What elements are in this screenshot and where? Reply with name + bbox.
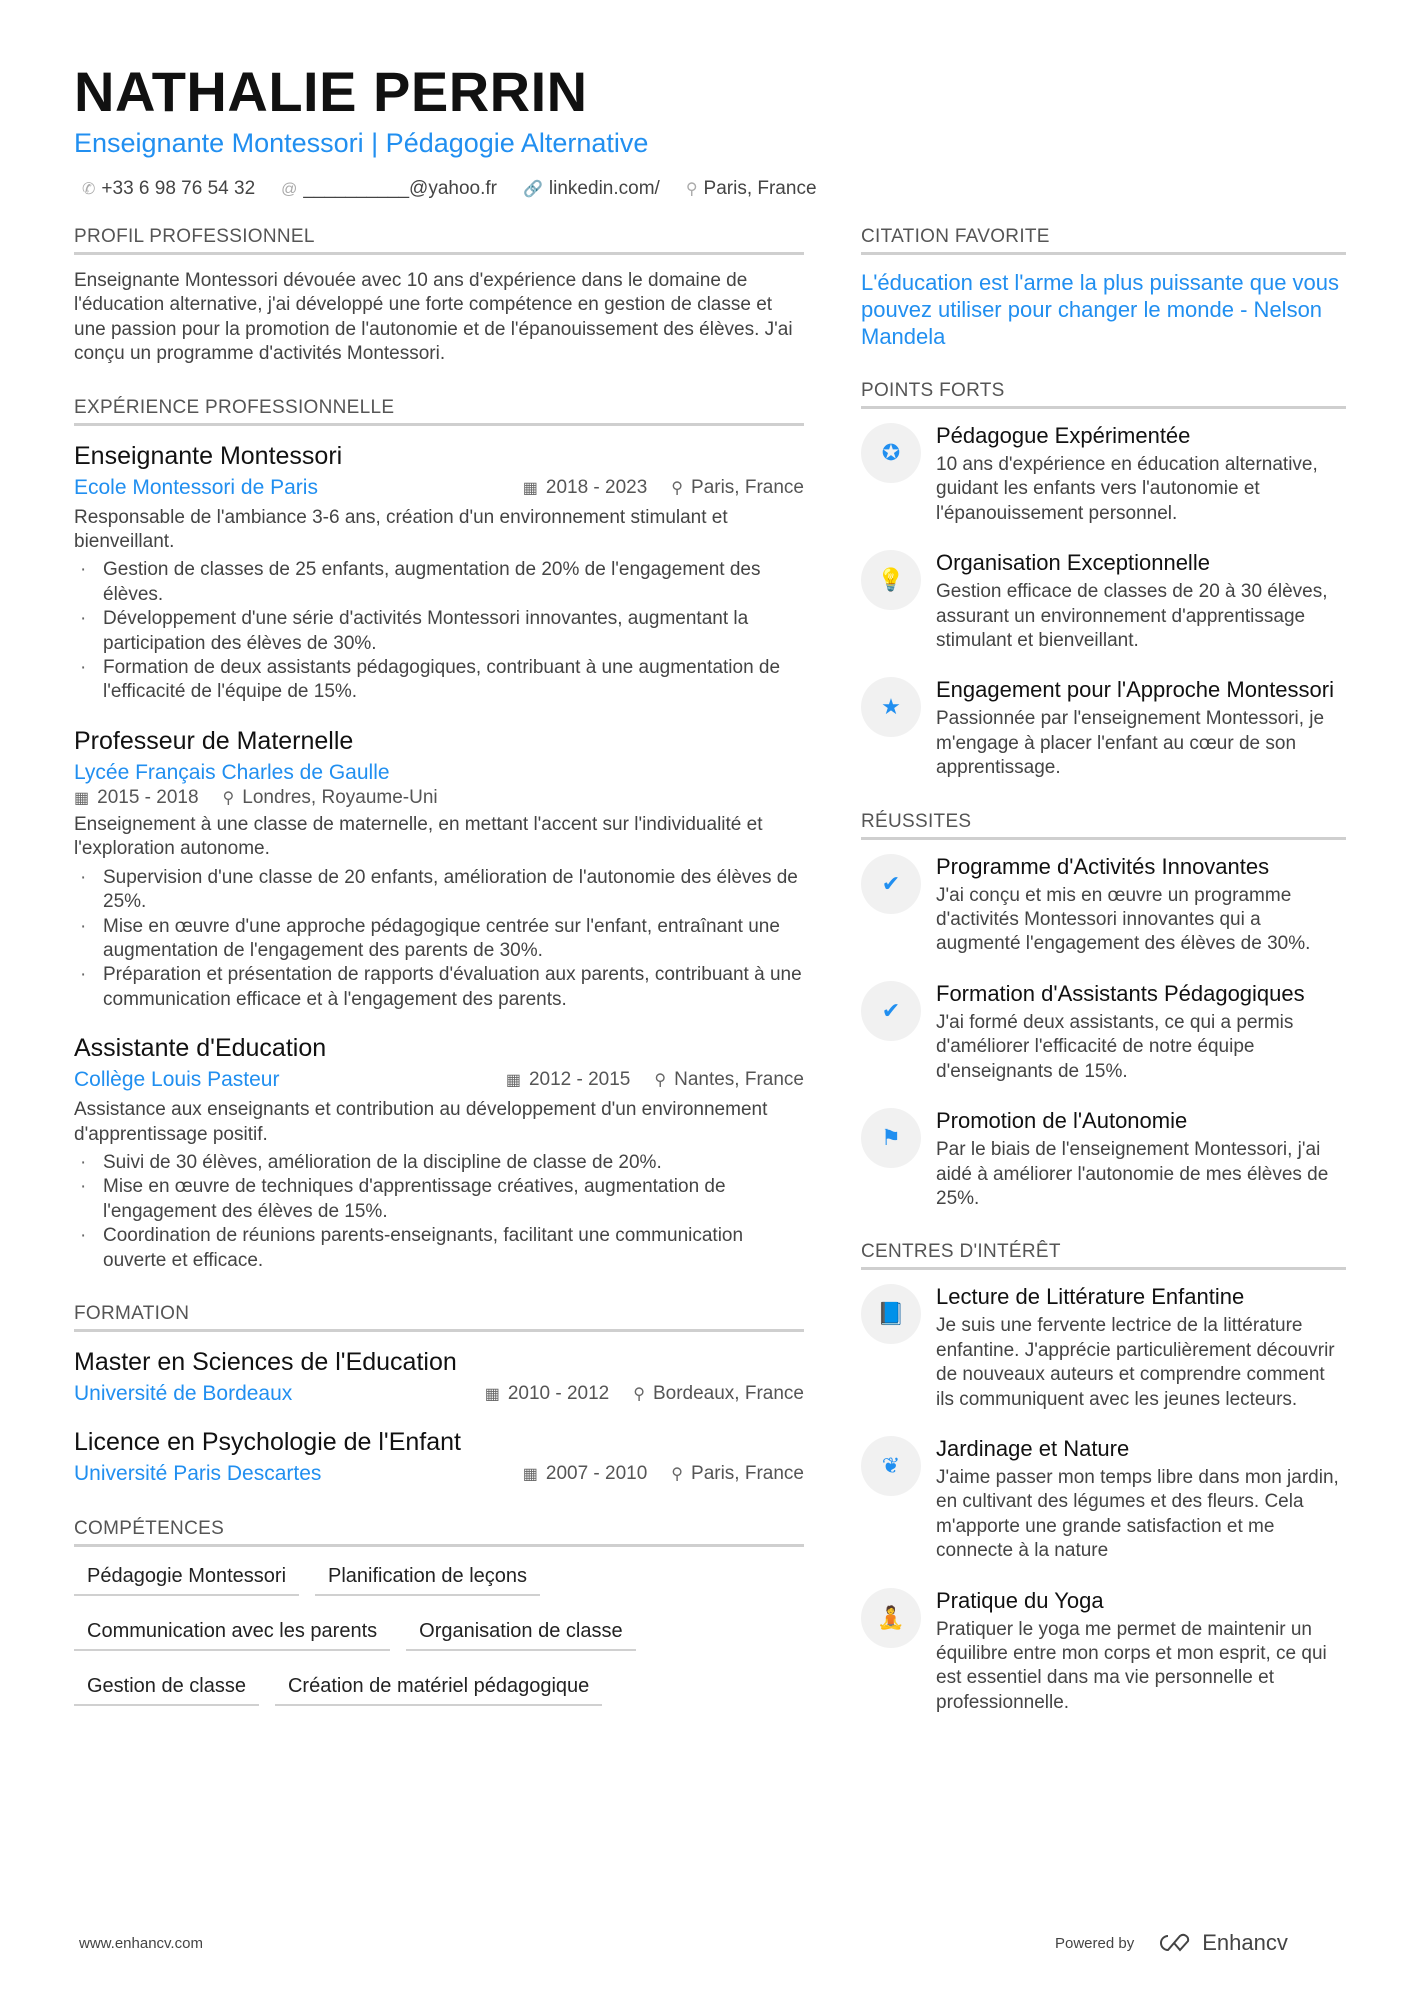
- contact-text: linkedin.com/: [548, 178, 660, 199]
- section-heading: EXPÉRIENCE PROFESSIONNELLE: [74, 397, 804, 426]
- dates-text: 2007 - 2010: [545, 1462, 648, 1484]
- education-entry: [74, 1426, 804, 1488]
- job-entry: [74, 440, 804, 705]
- bullet-item: · Formation de deux assistants pédagogiques, contribuant à une augmentation de l'efficacité de l'équipe de 15%.: [74, 656, 804, 705]
- contact-item[interactable]: [281, 178, 497, 200]
- item-title: Promotion de l'Autonomie: [936, 1108, 1188, 1134]
- school-name[interactable]: Université de Bordeaux: [74, 1381, 293, 1405]
- location-icon: ⚲: [654, 1072, 667, 1090]
- company-name[interactable]: Collège Louis Pasteur: [74, 1068, 280, 1092]
- job-row: [74, 759, 804, 809]
- dates-text: 2018 - 2023: [545, 476, 648, 498]
- candidate-title: Enseignante Montessori | Pédagogie Alternative: [74, 128, 649, 158]
- bullet-item: · Préparation et présentation de rapports d'évaluation aux parents, contribuant à une communication efficace et à l'engagement des parents.: [74, 963, 804, 1012]
- bullet-item: · Coordination de réunions parents-enseignants, facilitant une communication ouverte et efficace.: [74, 1224, 804, 1273]
- location-icon: ⚲: [222, 789, 235, 807]
- flag-icon: ⚑: [861, 1108, 921, 1168]
- skill-tag: Communication avec les parents: [74, 1616, 390, 1651]
- item-body: [936, 677, 1346, 780]
- item-text: J'ai formé deux assistants, ce qui a permis d'améliorer l'efficacité de notre équipe d'enseignants de 15%.: [936, 1011, 1294, 1082]
- yoga-icon: 🧘: [861, 1588, 921, 1648]
- bullet-item: · Développement d'une série d'activités Montessori innovantes, augmentant la participation des élèves de 30%.: [74, 607, 804, 656]
- item-title: Jardinage et Nature: [936, 1435, 1130, 1461]
- interest-item: [861, 1436, 1346, 1564]
- left-column: [74, 226, 804, 1736]
- contact-text: +33 6 98 76 54 32: [101, 178, 256, 199]
- star-icon: ★: [861, 677, 921, 737]
- bullet-list: [74, 1151, 804, 1273]
- calendar-icon: ▦: [505, 1072, 521, 1090]
- education-section: [74, 1303, 804, 1488]
- calendar-icon: ▦: [522, 479, 538, 497]
- interest-item: [861, 1588, 1346, 1716]
- bullet-item: · Suivi de 30 élèves, amélioration de la discipline de classe de 20%.: [74, 1151, 804, 1175]
- skill-tag: Création de matériel pédagogique: [275, 1671, 602, 1706]
- location-text: Londres, Royaume-Uni: [242, 786, 438, 808]
- section-heading: CENTRES D'INTÉRÊT: [861, 1241, 1346, 1270]
- footer-website[interactable]: www.enhancv.com: [79, 1935, 203, 1952]
- item-text: J'aime passer mon temps libre dans mon jardin, en cultivant des légumes et des fleurs. Cela m'apporte une grande satisfaction et me connecte à la nature: [936, 1466, 1339, 1562]
- location: [671, 1463, 804, 1485]
- job-description: Responsable de l'ambiance 3-6 ans, création d'un environnement stimulant et bienveillant.: [74, 506, 728, 553]
- item-body: [936, 423, 1346, 526]
- calendar-icon: ▦: [74, 789, 90, 807]
- bullet-item: · Gestion de classes de 25 enfants, augmentation de 20% de l'engagement des élèves.: [74, 558, 804, 607]
- company-name[interactable]: Ecole Montessori de Paris: [74, 475, 318, 499]
- enhancv-logo[interactable]: [1156, 1930, 1288, 1956]
- contact-text: Paris, France: [703, 178, 817, 199]
- item-body: [936, 1108, 1346, 1211]
- achievement-item: [861, 1108, 1346, 1211]
- bullet-item: · Supervision d'une classe de 20 enfants, amélioration de l'autonomie des élèves de 25%.: [74, 866, 804, 915]
- skill-tag: Organisation de classe: [406, 1616, 635, 1651]
- item-text: Gestion efficace de classes de 20 à 30 élèves, assurant un environnement d'apprentissage stimulant et bienveillant.: [936, 581, 1328, 652]
- strength-item: [861, 677, 1346, 780]
- dates-text: 2015 - 2018: [97, 786, 199, 808]
- contact-item[interactable]: [523, 178, 660, 200]
- achievement-item: [861, 981, 1346, 1084]
- bullet-item: · Mise en œuvre de techniques d'apprentissage créatives, augmentation de l'engagement des élèves de 15%.: [74, 1175, 804, 1224]
- item-title: Pratique du Yoga: [936, 1587, 1104, 1613]
- section-heading: COMPÉTENCES: [74, 1518, 804, 1547]
- dates: [74, 787, 199, 809]
- location-icon: ⚲: [671, 1465, 684, 1483]
- location-text: Nantes, France: [674, 1069, 804, 1091]
- item-text: Passionnée par l'enseignement Montessori, je m'engage à placer l'enfant au cœur de son apprentissage.: [936, 708, 1325, 779]
- item-text: Je suis une fervente lectrice de la littérature enfantine. J'apprécie particulièrement découvrir de nouveaux auteurs et comprendre comment ils communiquent avec les jeunes lecteurs.: [936, 1315, 1335, 1410]
- candidate-name: NATHALIE PERRIN: [74, 60, 588, 123]
- check-icon: ✔: [861, 981, 921, 1041]
- location-icon: ⚲: [633, 1385, 645, 1403]
- item-text: Pratiquer le yoga me permet de maintenir un équilibre entre mon corps et mon esprit, ce qui est essentiel dans ma vie personnelle et professionnelle.: [936, 1618, 1327, 1713]
- check-icon: ✔: [861, 854, 921, 914]
- degree-title: Master en Sciences de l'Education: [74, 1347, 457, 1376]
- experience-section: [74, 397, 804, 1273]
- job-meta: [523, 1463, 804, 1485]
- location: [223, 787, 438, 809]
- book-icon: 📘: [861, 1284, 921, 1344]
- contact-list: [74, 178, 817, 200]
- job-entry: [74, 725, 804, 1012]
- section-heading: POINTS FORTS: [861, 380, 1346, 409]
- dates: [506, 1069, 631, 1091]
- link-icon: 🔗: [523, 181, 543, 198]
- interest-item: [861, 1284, 1346, 1412]
- profile-text: Enseignante Montessori dévouée avec 10 ans d'expérience dans le domaine de l'éducation alternative, j'ai développé une forte compétence en gestion de classe et une passion pour la promotion de l'autonomie et de l'épanouissement des élèves. J'ai conçu un programme d'activités Montessori.: [74, 270, 793, 365]
- job-description: Assistance aux enseignants et contribution au développement d'un environnement d'apprentissage positif.: [74, 1099, 768, 1145]
- job-entry: [74, 1032, 804, 1273]
- enhancv-logo-icon: [1156, 1933, 1192, 1953]
- item-body: [936, 1284, 1346, 1412]
- degree-title: Licence en Psychologie de l'Enfant: [74, 1427, 461, 1456]
- bullet-list: [74, 866, 804, 1012]
- interests-section: [861, 1241, 1346, 1715]
- item-body: [936, 981, 1346, 1084]
- dates: [523, 1463, 648, 1485]
- achievement-item: [861, 854, 1346, 957]
- resume-header: [74, 60, 817, 200]
- item-body: [936, 1588, 1346, 1716]
- school-name[interactable]: Université Paris Descartes: [74, 1461, 322, 1485]
- item-body: [936, 1436, 1346, 1564]
- calendar-icon: ▦: [484, 1385, 500, 1403]
- lightbulb-icon: 💡: [861, 550, 921, 610]
- job-title: Enseignante Montessori: [74, 441, 343, 470]
- achievements-section: [861, 811, 1346, 1212]
- item-title: Formation d'Assistants Pédagogiques: [936, 980, 1305, 1006]
- at-icon: @: [281, 181, 298, 198]
- skill-tag: Pédagogie Montessori: [74, 1561, 299, 1596]
- brand-name: Enhancv: [1202, 1930, 1288, 1955]
- item-title: Organisation Exceptionnelle: [936, 550, 1210, 576]
- right-column: [861, 226, 1346, 1745]
- section-heading: FORMATION: [74, 1303, 804, 1332]
- item-title: Programme d'Activités Innovantes: [936, 853, 1270, 879]
- profile-section: [74, 226, 804, 367]
- job-title: Assistante d'Education: [74, 1034, 327, 1063]
- job-description: Enseignement à une classe de maternelle, en mettant l'accent sur l'individualité et l'exploration autonome.: [74, 813, 763, 860]
- skill-tag: Planification de leçons: [315, 1561, 540, 1596]
- location-text: Bordeaux, France: [652, 1382, 804, 1404]
- strength-item: [861, 550, 1346, 653]
- strength-item: [861, 423, 1346, 526]
- award-icon: ✪: [861, 423, 921, 483]
- favorite-quote: L'éducation est l'arme la plus puissante que vous pouvez utiliser pour changer le monde - Nelson Mandela: [861, 270, 1340, 349]
- quote-section: [861, 226, 1346, 350]
- location-text: Paris, France: [691, 476, 804, 498]
- job-title: Professeur de Maternelle: [74, 726, 354, 755]
- job-meta: [523, 477, 804, 499]
- location-text: Paris, France: [691, 1462, 804, 1484]
- education-row: [74, 1380, 804, 1408]
- dates-text: 2010 - 2012: [507, 1382, 610, 1404]
- dates: [523, 477, 648, 499]
- contact-item[interactable]: [82, 178, 255, 200]
- dates-text: 2012 - 2015: [528, 1069, 631, 1091]
- item-text: J'ai conçu et mis en œuvre un programme d'activités Montessori innovantes qui a augmenté l'engagement des élèves de 30%.: [936, 884, 1311, 955]
- strengths-section: [861, 380, 1346, 781]
- job-row: [74, 474, 804, 502]
- education-row: [74, 1460, 804, 1488]
- leaf-icon: ❦: [861, 1436, 921, 1496]
- powered-by-label: Powered by: [1055, 1934, 1135, 1952]
- item-text: 10 ans d'expérience en éducation alternative, guidant les enfants vers l'autonomie et l'épanouissement personnel.: [936, 454, 1318, 524]
- bullet-item: · Mise en œuvre d'une approche pédagogique centrée sur l'enfant, entraînant une augmentation de l'engagement des parents de 30%.: [74, 915, 804, 964]
- section-heading: RÉUSSITES: [861, 811, 1346, 840]
- skills-section: [74, 1518, 804, 1706]
- bullet-list: [74, 558, 804, 704]
- item-title: Pédagogue Expérimentée: [936, 423, 1191, 448]
- location: [654, 1069, 804, 1091]
- item-title: Lecture de Littérature Enfantine: [936, 1284, 1245, 1310]
- location: [633, 1383, 804, 1405]
- section-heading: CITATION FAVORITE: [861, 226, 1346, 255]
- dates: [485, 1383, 610, 1405]
- calendar-icon: ▦: [522, 1465, 538, 1483]
- phone-icon: ✆: [82, 181, 96, 198]
- contact-item[interactable]: [686, 178, 817, 200]
- education-entry: [74, 1346, 804, 1408]
- contact-text: __________@yahoo.fr: [303, 178, 497, 199]
- item-title: Engagement pour l'Approche Montessori: [936, 677, 1334, 703]
- item-body: [936, 550, 1346, 653]
- skill-tag: Gestion de classe: [74, 1671, 259, 1706]
- section-heading: PROFIL PROFESSIONNEL: [74, 226, 804, 255]
- job-row: [74, 1066, 804, 1094]
- location: [671, 477, 804, 499]
- job-meta: [74, 787, 438, 809]
- item-body: [936, 854, 1346, 957]
- job-meta: [506, 1069, 804, 1091]
- job-meta: [485, 1383, 804, 1405]
- location-icon: ⚲: [671, 479, 684, 497]
- location-icon: ⚲: [685, 181, 698, 198]
- footer-powered: [1055, 1930, 1288, 1956]
- company-name[interactable]: Lycée Français Charles de Gaulle: [74, 760, 390, 784]
- item-text: Par le biais de l'enseignement Montessori, j'ai aidé à améliorer l'autonomie de mes élèves de 25%.: [936, 1139, 1329, 1209]
